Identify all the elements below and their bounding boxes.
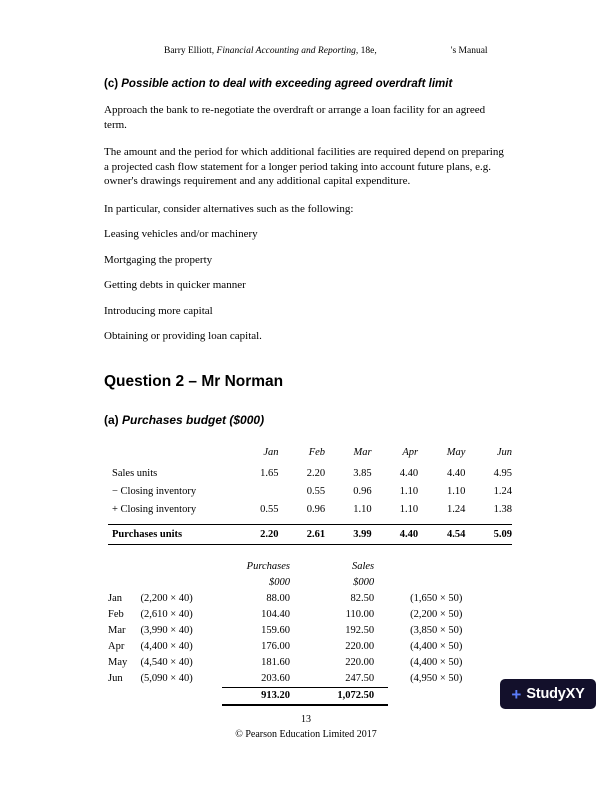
part-a-title: Purchases budget ($000) [122,412,265,427]
working-header-row-2 [108,575,508,591]
budget-cell: 2.20 [306,467,326,479]
budget-header-row [108,444,512,465]
purchases-budget-table [108,444,512,545]
working-header-row-1 [108,559,508,575]
budget-cell: 1.10 [447,485,466,497]
budget-cell: 0.55 [306,485,326,497]
budget-cell: 4.40 [399,467,419,479]
budget-total-cell: 5.09 [465,524,512,544]
budget-total-cell: 3.99 [325,524,372,544]
budget-cell: 1.10 [399,485,419,497]
working-col-sales-unit: $000 [353,577,375,589]
table-row [108,623,508,639]
budget-row-label: + Closing inventory [112,503,197,515]
working-purchases: 181.60 [261,657,291,669]
table-row [108,607,508,623]
budget-col-mar: Mar [353,446,372,458]
budget-col-jun: Jun [496,446,512,458]
working-purchases: 88.00 [266,593,291,605]
working-calc: (2,200 × 40) [140,593,193,605]
budget-cell [232,483,279,501]
budget-cell: 1.38 [493,503,512,515]
working-col-purchases-unit: $000 [269,577,291,589]
table-row [108,483,512,501]
budget-cell: 4.95 [493,467,512,479]
budget-col-blank [108,444,232,465]
page-footer [0,712,612,742]
header-edition: , 18e, [355,46,377,56]
part-a-heading [104,413,508,427]
table-row [108,465,512,483]
page-number: 13 [301,714,311,725]
working-purchases: 159.60 [261,625,291,637]
section-c-title: Possible action to deal with exceeding agreed overdraft limit [121,78,453,90]
working-month: Apr [108,641,125,653]
budget-cell: 0.55 [260,503,279,515]
budget-cell: 1.24 [493,485,512,497]
working-sales: 192.50 [345,625,375,637]
budget-total-label: Purchases units [108,524,232,544]
list-item-mortgaging: Mortgaging the property [104,253,213,266]
working-month: Mar [108,625,126,637]
working-total-sales: 1,072.50 [308,687,388,705]
studyxy-watermark[interactable] [500,679,596,709]
table-row [108,639,508,655]
working-sales: 220.00 [345,657,375,669]
working-sales: 110.00 [345,609,375,621]
studyxy-brand-label: StudyXY [526,686,585,702]
budget-row-label: − Closing inventory [112,485,197,497]
section-c-label: (c) [104,78,119,90]
working-calc: (4,400 × 40) [140,641,193,653]
working-total-purchases: 913.20 [222,687,308,705]
budget-cell: 4.40 [447,467,466,479]
copyright-notice: © Pearson Education Limited 2017 [235,729,377,740]
plus-icon: + [511,684,522,704]
header-author: Barry Elliott, [164,46,215,56]
budget-total-cell: 4.40 [372,524,419,544]
list-item-capital: Introducing more capital [104,304,213,317]
budget-cell: 1.10 [399,503,419,515]
working-month: Feb [108,609,124,621]
working-month: Jan [108,593,122,605]
paragraph-3: In particular, consider alternatives such as the following: [104,202,354,215]
budget-col-jan: Jan [263,446,279,458]
budget-total-cell: 4.54 [418,524,465,544]
question-heading: Question 2 – Mr Norman [104,372,284,390]
table-row-total [108,687,508,705]
working-note: (4,400 × 50) [410,641,463,653]
working-note: (4,400 × 50) [410,657,463,669]
budget-cell: 1.24 [447,503,466,515]
working-sales: 82.50 [350,593,375,605]
working-purchases: 176.00 [261,641,291,653]
working-note: (1,650 × 50) [410,593,463,605]
table-row-total [108,524,512,544]
budget-total-cell: 2.61 [279,524,326,544]
budget-row-label: Sales units [112,467,158,479]
header-manual: 's Manual [450,46,488,56]
working-sales: 247.50 [308,671,388,688]
working-note: (4,950 × 50) [410,673,463,685]
working-purchases: 203.60 [222,671,308,688]
list-item-leasing: Leasing vehicles and/or machinery [104,228,258,241]
part-a-label: (a) [104,412,119,427]
working-purchases: 104.40 [261,609,291,621]
budget-cell: 1.10 [353,503,372,515]
paragraph-1: Approach the bank to re-negotiate the overdraft or arrange a loan facility for an agreed term. [104,104,486,131]
working-col-purchases: Purchases [246,561,291,573]
budget-cell: 1.65 [260,467,279,479]
working-calc: (4,540 × 40) [140,657,193,669]
budget-cell: 0.96 [306,503,326,515]
table-row [108,501,512,519]
working-col-sales: Sales [351,561,375,573]
paragraph-2: The amount and the period for which additional facilities are required depend on preparing a projected cash flow statement for a longer period taking into account future plans, e.g. owner's drawings requirement and any additional capital expenditure. [104,146,504,188]
budget-col-may: May [446,446,466,458]
table-row [108,591,508,607]
header-title: Financial Accounting and Reporting [216,46,356,56]
budget-total-cell: 2.20 [232,524,279,544]
budget-cell: 3.85 [353,467,372,479]
purchases-working-table [108,559,508,706]
page-content [104,46,512,706]
budget-col-feb: Feb [308,446,326,458]
budget-col-apr: Apr [402,446,419,458]
running-header [104,46,508,56]
working-calc: (2,610 × 40) [140,609,193,621]
list-item-debts: Getting debts in quicker manner [104,279,246,292]
working-calc: (3,990 × 40) [140,625,193,637]
working-calc: (5,090 × 40) [140,673,193,685]
working-note: (2,200 × 50) [410,609,463,621]
working-sales: 220.00 [345,641,375,653]
section-c-heading [104,78,508,90]
working-note: (3,850 × 50) [410,625,463,637]
working-month: May [108,657,128,669]
table-row [108,655,508,671]
table-row [108,671,508,688]
list-item-loan-capital: Obtaining or providing loan capital. [104,330,262,343]
budget-cell: 0.96 [353,485,372,497]
working-month: Jun [108,673,123,685]
